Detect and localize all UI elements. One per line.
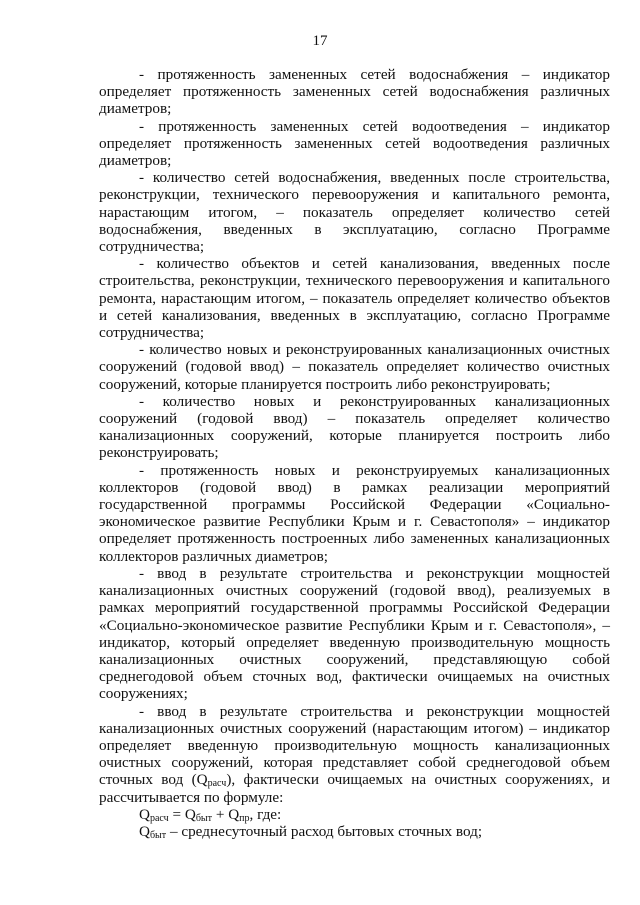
formula-subscript: пр [239, 812, 250, 824]
formula-symbol: Q [184, 805, 196, 823]
paragraph-replaced-water-networks: - протяженность замененных сетей водоснабжения – индикатор определяет протяженность замененных сетей водоснабжения различных диаметров; [99, 66, 610, 118]
subscript: расч [207, 778, 227, 790]
paragraph-treatment-capacity-annual: - ввод в результате строительства и реконструкции мощностей канализационных очистных сооружений (годовой ввод), реализуемых в рамках мероприятий государственной программы Российской Федерации «Социально-экономическое развитие Республики Крым и г. Севастополя», – индикатор, который определяет введенную производительную мощность канализационных очистных сооружений, представляющую собой среднегодовой объем сточных вод, фактически очищаемых на очистных сооружениях; [99, 564, 610, 703]
paragraph-text-end: ), фактически очищаемых на очистных сооружениях, и рассчитывается по формуле: [99, 771, 610, 806]
paragraph-water-networks-commissioned: - количество сетей водоснабжения, введенных после строительства, реконструкции, технического перевооружения и капитального ремонта, нарастающим итогом, – показатель определяет количество сетей водоснабжения, введенных в эксплуатацию, согласно Программе сотрудничества; [99, 169, 610, 256]
formula-subscript: расч [149, 812, 169, 824]
paragraph-treatment-facilities-count: - количество новых и реконструированных канализационных очистных сооружений (годовой ввод) – показатель определяет количество очистных сооружений, которые планируется построить либо реконструировать; [99, 341, 610, 393]
formula-symbol: Q [139, 805, 150, 823]
formula-line [99, 806, 610, 823]
formula-subscript: быт [195, 812, 213, 824]
formula-operator: + [212, 805, 229, 823]
paragraph-sewer-facilities-count: - количество новых и реконструированных канализационных сооружений (годовой ввод) – показатель определяет количество канализационных сооружений, которые планируется построить либо реконструировать; [99, 392, 610, 462]
definition-symbol: Q [139, 822, 150, 840]
page-number: 17 [312, 33, 328, 49]
paragraph-replaced-sewer-networks: - протяженность замененных сетей водоотведения – индикатор определяет протяженность замененных сетей водоотведения различных диаметров; [99, 117, 610, 170]
formula-tail: , где: [249, 805, 282, 823]
formula-operator: = [168, 805, 185, 823]
formula-symbol: Q [228, 805, 240, 823]
definition-text: – среднесуточный расход бытовых сточных вод; [166, 822, 483, 840]
definition-line [99, 823, 610, 840]
paragraph-sewer-objects-commissioned: - количество объектов и сетей канализования, введенных после строительства, реконструкции, технического перевооружения и капитального ремонта, нарастающим итогом, – показатель определяет количество объектов и сетей канализования, введенных в эксплуатацию, согласно Программе сотрудничества; [99, 255, 610, 342]
document-body [99, 66, 610, 840]
paragraph-text-start: - ввод в результате строительства и реконструкции мощностей канализационных очистных сооружений (нарастающим итогом) – индикатор определяет введенную производительную мощность канализационных очистных сооружений, которая представляет собой среднегодовой объем сточных вод (Q [99, 702, 610, 789]
paragraph-sewer-collectors-length: - протяженность новых и реконструируемых канализационных коллекторов (годовой ввод) в рамках реализации мероприятий государственной программы Российской Федерации «Социально-экономическое развитие Республики Крым и г. Севастополя» – индикатор определяет протяженность построенных либо замененных канализационных коллекторов различных диаметров; [99, 461, 610, 565]
definition-subscript: быт [149, 829, 167, 841]
paragraph-treatment-capacity-cumulative [99, 703, 610, 806]
